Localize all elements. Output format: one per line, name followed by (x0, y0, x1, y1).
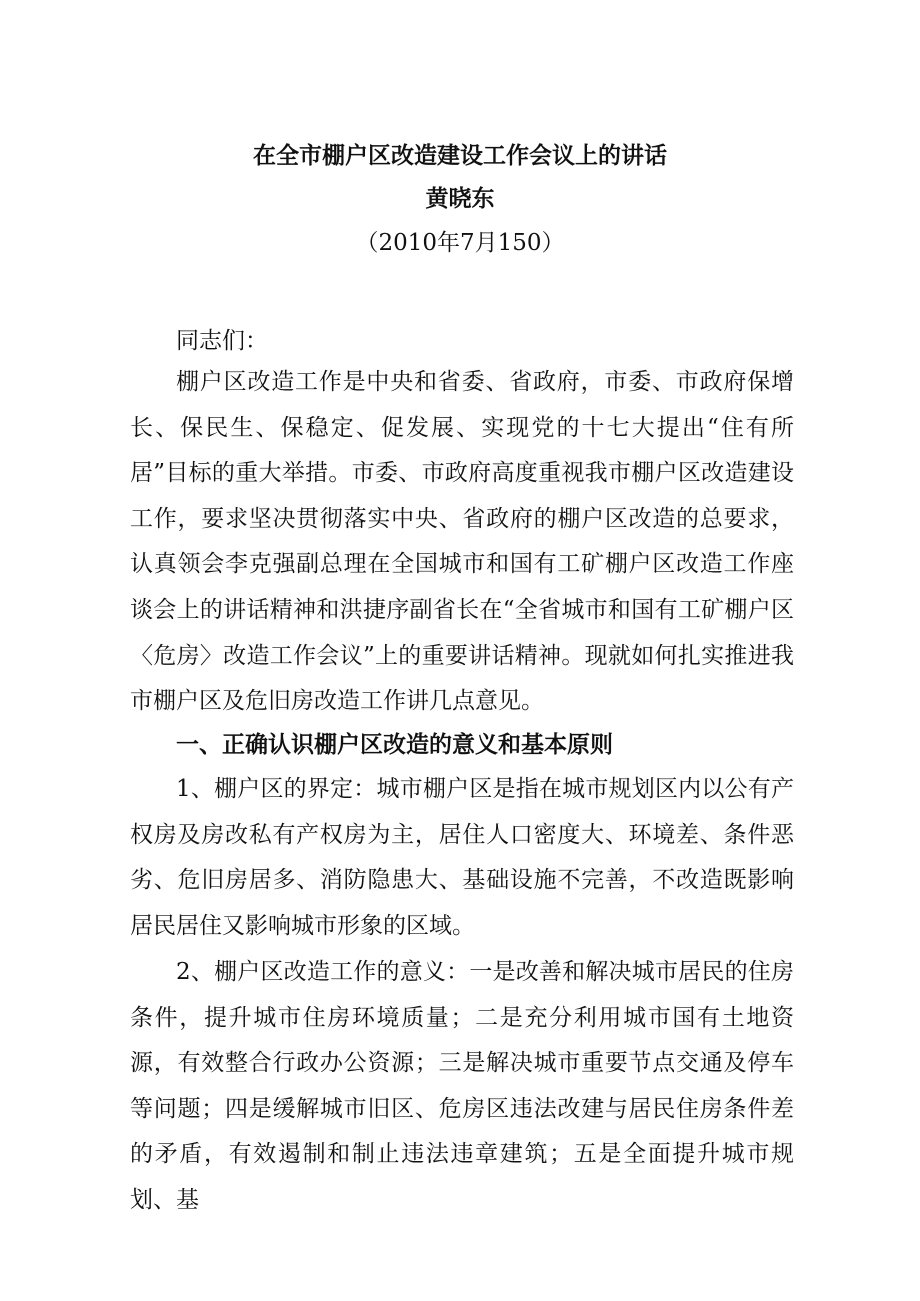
point-2-paragraph: 2、棚户区改造工作的意义：一是改善和解决城市居民的住房条件，提升城市住房环境质量；二是充分利用城市国有土地资源，有效整合行政办公资源；三是解决城市重要节点交通及停车等问题；四是缓解城市旧区、危房区违法改建与居民住房条件差的矛盾，有效遏制和制止违法违章建筑；五是全面提升城市规划、基 (130, 959, 794, 1213)
section-heading-1: 一、正确认识棚户区改造的意义和基本原则 (176, 731, 613, 758)
document-date: （2010年7月150） (355, 230, 565, 256)
document-author: 黄晓东 (425, 185, 495, 212)
document-title: 在全市棚户区改造建设工作会议上的讲话 (253, 142, 667, 169)
point-1-paragraph: 1、棚户区的界定：城市棚户区是指在城市规划区内以公有产权房及房改私有产权房为主，居住人口密度大、环境差、条件恶劣、危旧房居多、消防隐患大、基础设施不完善，不改造既影响居民居住又影响城市形象的区域。 (130, 776, 794, 939)
intro-paragraph: 棚户区改造工作是中央和省委、省政府，市委、市政府保增长、保民生、保稳定、促发展、实现党的十七大提出“住有所居”目标的重大举措。市委、市政府高度重视我市棚户区改造建设工作，要求坚决贯彻落实中央、省政府的棚户区改造的总要求，认真领会李克强副总理在全国城市和国有工矿棚户区改造工作座谈会上的讲话精神和洪捷序副省长在“全省城市和国有工矿棚户区〈危房〉改造工作会议”上的重要讲话精神。现就如何扎实推进我市棚户区及危旧房改造工作讲几点意见。 (130, 369, 794, 715)
salutation: 同志们： (176, 328, 268, 354)
